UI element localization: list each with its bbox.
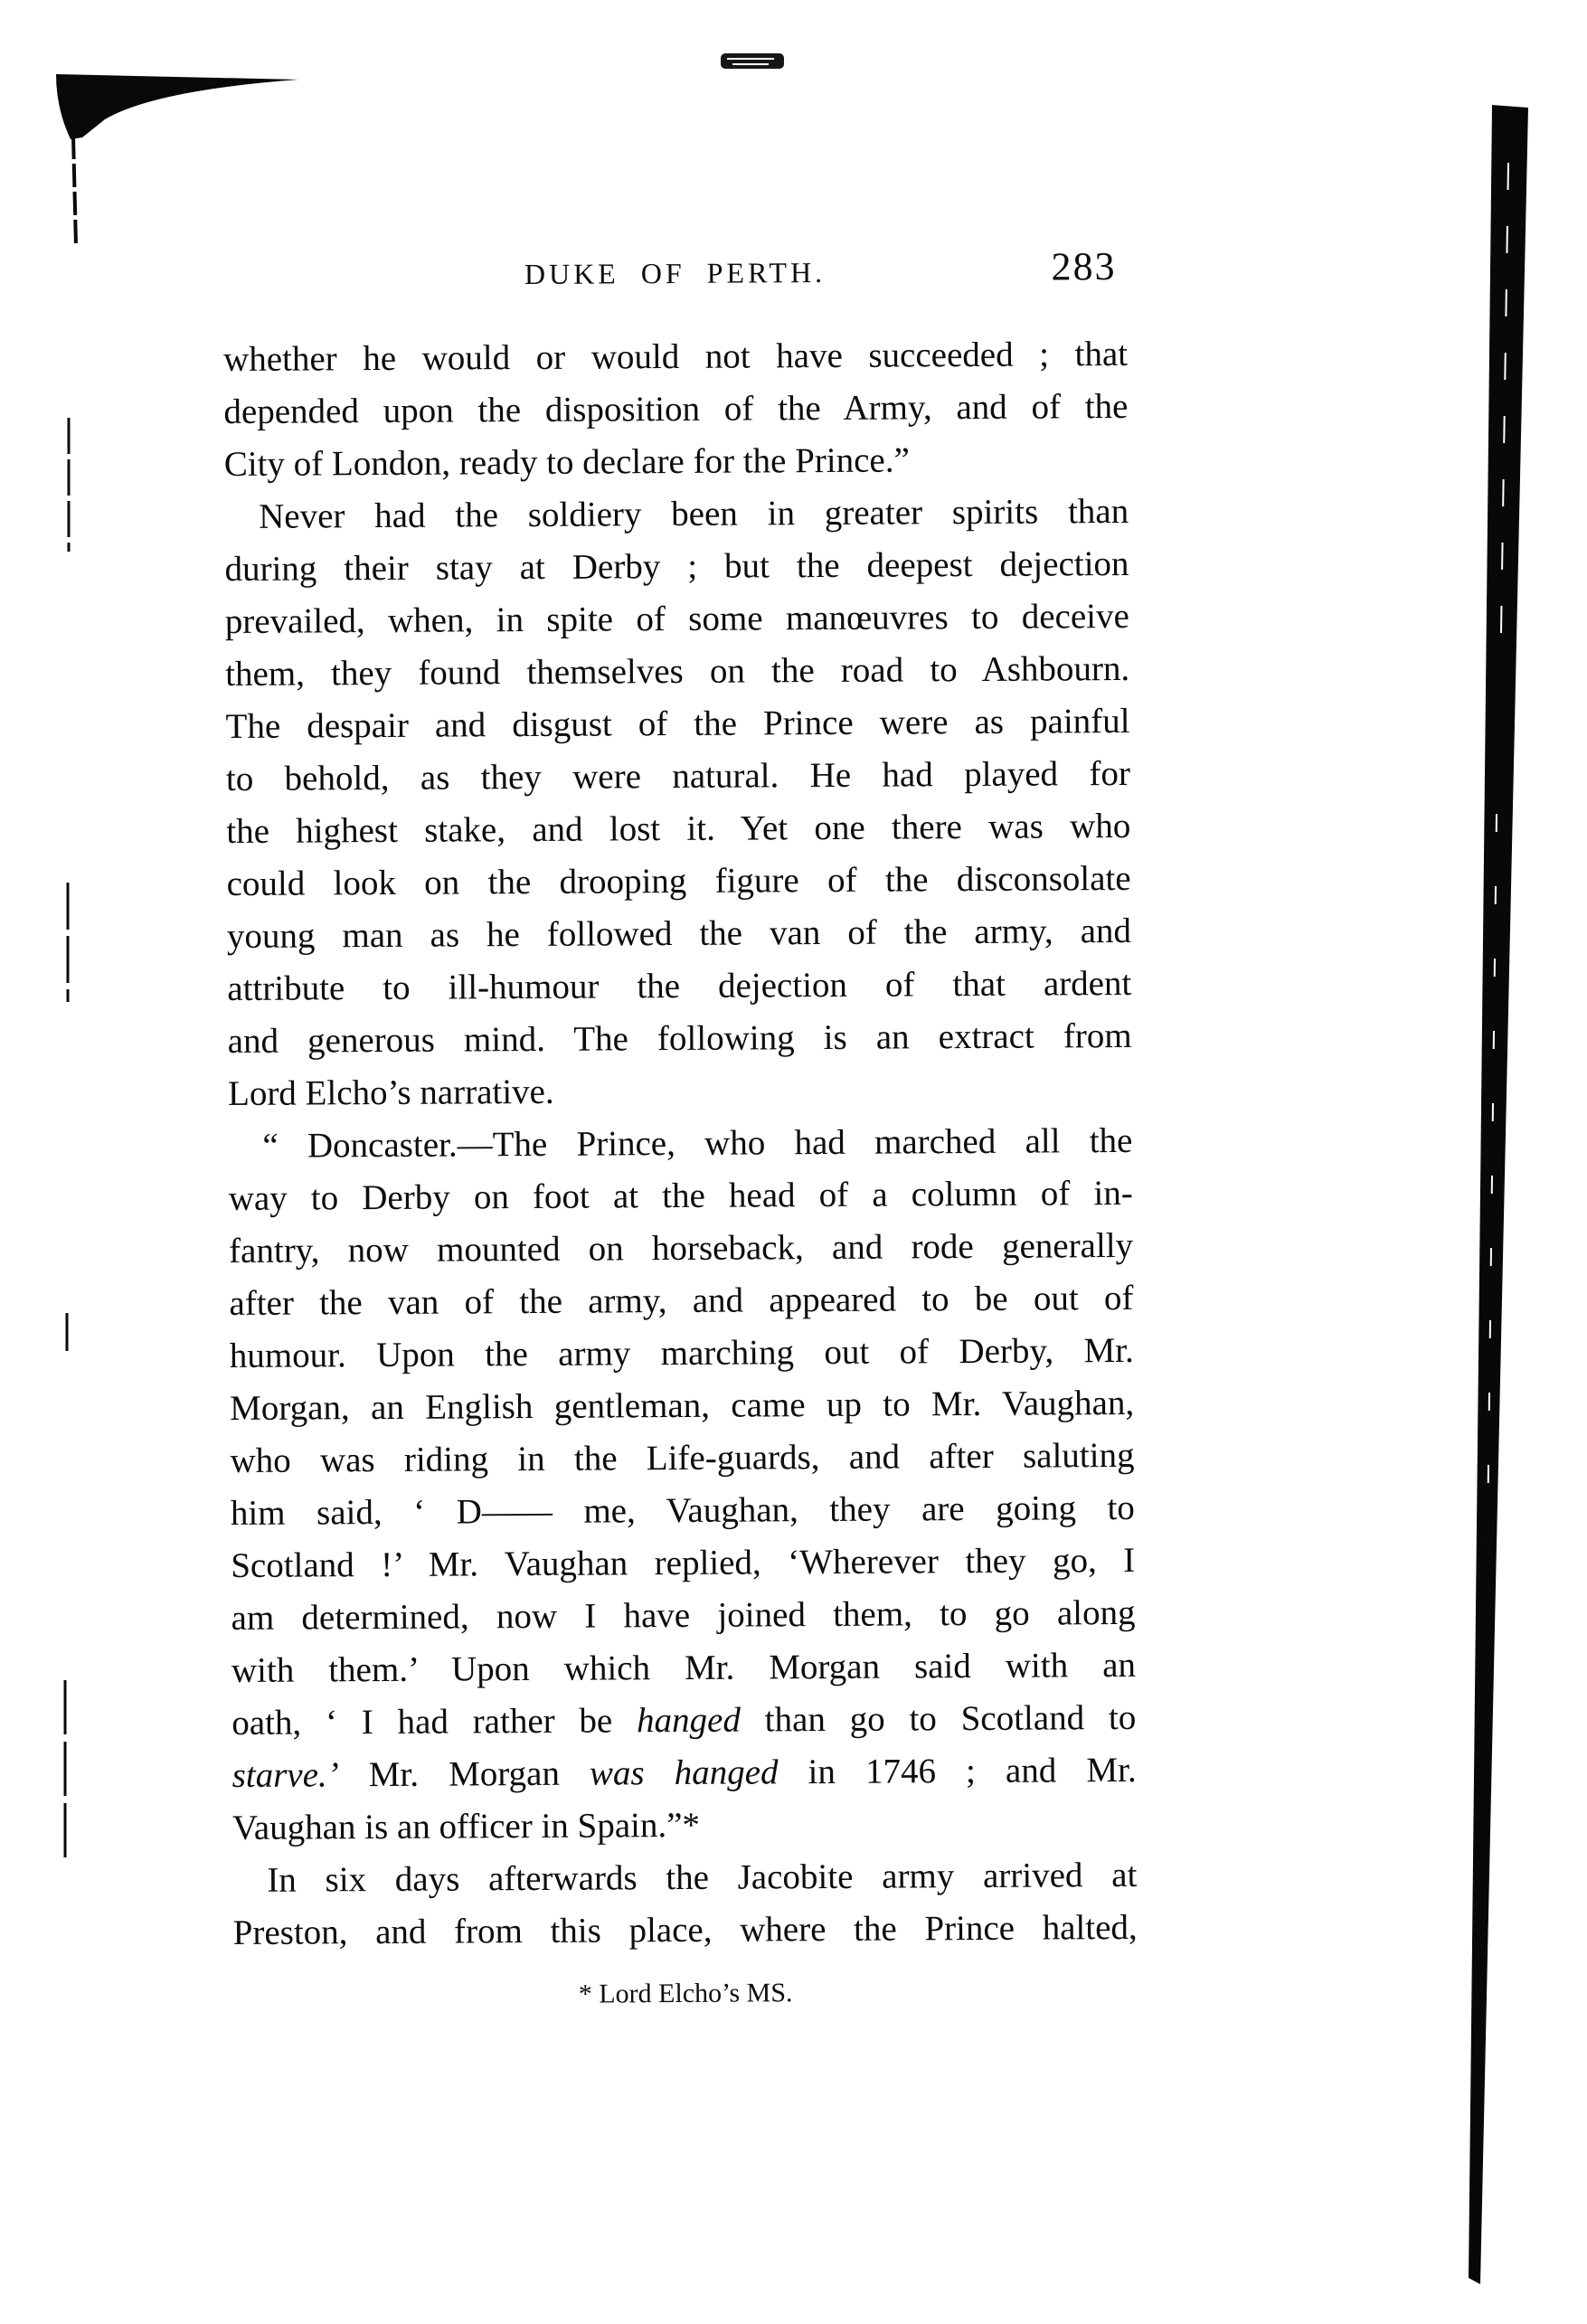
text-line bbox=[223, 328, 1128, 386]
text-line bbox=[224, 486, 1129, 543]
text-line bbox=[229, 1220, 1133, 1278]
text-line bbox=[225, 590, 1129, 648]
text-block bbox=[223, 328, 1138, 1960]
body-text: Scotland !’ Mr. Vaughan replied, ‘Wherever they go, I bbox=[231, 1540, 1136, 1586]
body-text: with them.’ Upon which Mr. Morgan said with an bbox=[231, 1645, 1137, 1691]
text-line bbox=[229, 1272, 1133, 1330]
text-line bbox=[231, 1639, 1136, 1697]
body-text: “ Doncaster.—The Prince, who had marched all the bbox=[262, 1120, 1133, 1166]
text-line bbox=[231, 1535, 1135, 1592]
text-line bbox=[232, 1849, 1137, 1907]
body-text: way to Derby on foot at the head of a column of in- bbox=[228, 1173, 1133, 1219]
body-text: could look on the drooping figure of the disconsolate bbox=[226, 858, 1131, 904]
body-text: Vaughan is an officer in Spain.”* bbox=[231, 1805, 701, 1848]
text-line bbox=[230, 1325, 1134, 1383]
paragraph bbox=[224, 486, 1132, 1120]
body-text: depended upon the disposition of the Army, and of the bbox=[223, 386, 1129, 432]
body-text: whether he would or would not have succeeded ; that bbox=[222, 334, 1129, 380]
body-text: who was riding in the Life-guards, and after saluting bbox=[230, 1435, 1135, 1481]
text-line bbox=[231, 1587, 1135, 1645]
running-header bbox=[222, 243, 1127, 307]
text-line bbox=[228, 1115, 1132, 1173]
text-line bbox=[225, 695, 1129, 753]
italic-text: starve.’ bbox=[231, 1755, 339, 1796]
body-text: Lord Elcho’s narrative. bbox=[227, 1072, 554, 1114]
body-text: during their stay at Derby ; but the deepest dejection bbox=[224, 543, 1129, 590]
body-text: oath, ‘ I had rather be bbox=[231, 1701, 638, 1743]
body-text: than go to Scotland to bbox=[740, 1697, 1137, 1740]
italic-text: was hanged bbox=[589, 1752, 779, 1793]
text-line bbox=[229, 1167, 1133, 1225]
body-text: Preston, and from this place, where the Prince halted, bbox=[232, 1907, 1138, 1953]
italic-text: hanged bbox=[636, 1700, 742, 1741]
text-line bbox=[230, 1430, 1134, 1488]
paragraph bbox=[223, 328, 1129, 491]
text-line bbox=[224, 538, 1129, 596]
text-line bbox=[233, 1902, 1138, 1960]
body-text: Never had the soldiery been in greater spirits than bbox=[259, 491, 1129, 536]
body-text: to behold, as they were natural. He had played for bbox=[225, 753, 1131, 799]
text-line bbox=[228, 1010, 1132, 1068]
body-text: am determined, now I have joined them, to go along bbox=[231, 1592, 1136, 1639]
text-line bbox=[225, 643, 1129, 701]
body-text: fantry, now mounted on horseback, and rode generally bbox=[228, 1225, 1134, 1271]
text-line bbox=[226, 748, 1130, 806]
body-text: him said, ‘ D—— me, Vaughan, they are going to bbox=[230, 1488, 1135, 1534]
footnote: * Lord Elcho’s MS. bbox=[578, 1978, 793, 2009]
text-line bbox=[223, 381, 1128, 439]
text-line bbox=[226, 853, 1130, 911]
text-line bbox=[231, 1482, 1135, 1540]
body-text: in 1746 ; and Mr. bbox=[778, 1750, 1137, 1792]
body-text: the highest stake, and lost it. Yet one there was who bbox=[226, 806, 1131, 852]
body-text: Mr. Morgan bbox=[338, 1753, 590, 1795]
body-text: City of London, ready to declare for the Prince.” bbox=[223, 440, 910, 485]
text-line bbox=[230, 1377, 1134, 1435]
body-text: In six days afterwards the Jacobite army arrived at bbox=[267, 1855, 1138, 1900]
body-text: humour. Upon the army marching out of Derby, Mr. bbox=[229, 1330, 1134, 1376]
body-text: attribute to ill-humour the dejection of that ardent bbox=[227, 963, 1132, 1009]
body-text: them, they found themselves on the road to Ashbourn. bbox=[225, 648, 1130, 694]
body-text: Morgan, an English gentleman, came up to Mr. Vaughan, bbox=[230, 1383, 1135, 1429]
text-line bbox=[231, 1692, 1136, 1750]
text-line bbox=[232, 1797, 1137, 1855]
text-line bbox=[227, 905, 1131, 963]
text-line bbox=[228, 1063, 1132, 1120]
paragraph bbox=[228, 1115, 1137, 1855]
body-text: after the van of the army, and appeared to be out of bbox=[229, 1278, 1134, 1324]
body-text: young man as he followed the van of the army, and bbox=[226, 911, 1132, 957]
text-line bbox=[226, 800, 1130, 858]
text-line bbox=[231, 1744, 1136, 1802]
text-line bbox=[224, 433, 1129, 491]
body-text: The despair and disgust of the Prince were as painful bbox=[225, 701, 1130, 747]
page-title: DUKE OF PERTH. bbox=[524, 255, 827, 291]
paragraph bbox=[232, 1849, 1138, 1960]
page-number: 283 bbox=[1051, 244, 1117, 289]
body-text: and generous mind. The following is an extract from bbox=[227, 1016, 1132, 1062]
body-text: prevailed, when, in spite of some manœuvres to deceive bbox=[224, 596, 1129, 642]
text-line bbox=[227, 958, 1131, 1016]
